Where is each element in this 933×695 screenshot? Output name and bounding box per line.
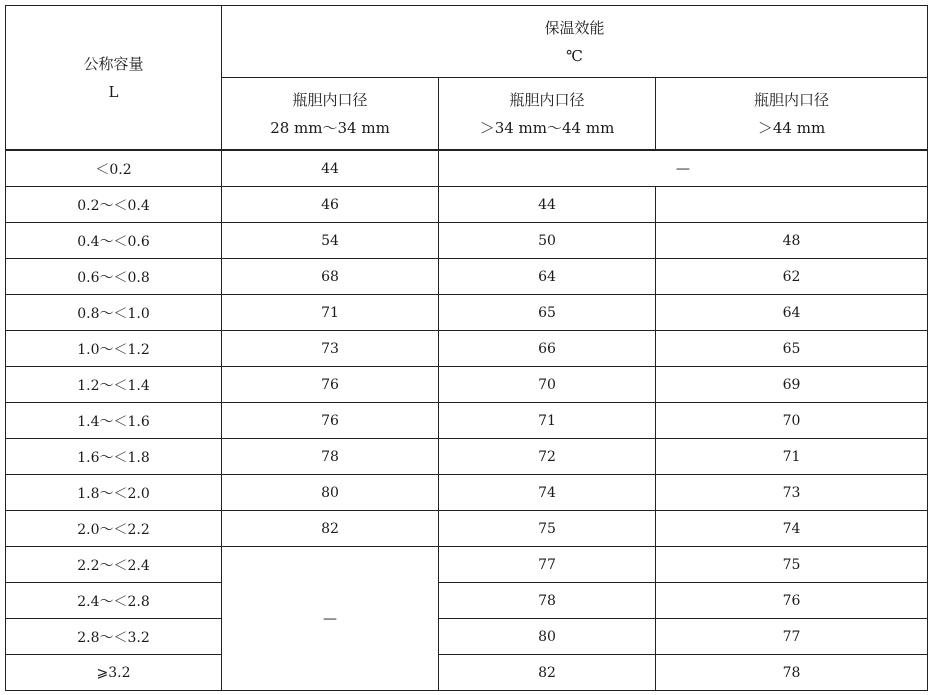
value-cell: 71 (656, 439, 928, 475)
value-cell: 72 (439, 439, 656, 475)
subheader-col-3: 瓶胆内口径 ＞44 mm (656, 78, 928, 151)
value-cell: 54 (222, 223, 439, 259)
capacity-cell: 1.2～＜1.4 (6, 367, 222, 403)
capacity-cell: 0.2～＜0.4 (6, 187, 222, 223)
merged-dash-cell: — (439, 150, 928, 187)
table-row (6, 583, 928, 619)
table-row (6, 150, 928, 187)
table-row (6, 511, 928, 547)
table-row (6, 655, 928, 691)
value-cell: 74 (439, 475, 656, 511)
value-cell: 71 (439, 403, 656, 439)
capacity-cell: 0.4～＜0.6 (6, 223, 222, 259)
table-row (6, 295, 928, 331)
value-cell: 76 (222, 367, 439, 403)
capacity-cell: ⩾3.2 (6, 655, 222, 691)
table-row (6, 187, 928, 223)
capacity-cell: 2.8～＜3.2 (6, 619, 222, 655)
value-cell: 46 (222, 187, 439, 223)
table-row (6, 475, 928, 511)
table-row (6, 259, 928, 295)
value-cell: 64 (656, 295, 928, 331)
capacity-cell: 1.0～＜1.2 (6, 331, 222, 367)
value-cell: 65 (439, 295, 656, 331)
value-cell: 78 (656, 655, 928, 691)
performance-unit: ℃ (566, 46, 583, 65)
value-cell: 76 (222, 403, 439, 439)
table-row (6, 547, 928, 583)
value-cell: 78 (222, 439, 439, 475)
value-cell: 62 (656, 259, 928, 295)
capacity-label: 公称容量 (83, 54, 144, 73)
value-cell: 71 (222, 295, 439, 331)
value-cell: 74 (656, 511, 928, 547)
capacity-unit: L (108, 82, 119, 101)
capacity-cell: ＜0.2 (6, 150, 222, 187)
performance-label: 保温效能 (544, 18, 605, 37)
value-cell: 65 (656, 331, 928, 367)
value-cell: 73 (222, 331, 439, 367)
value-cell: 82 (222, 511, 439, 547)
value-cell: 73 (656, 475, 928, 511)
performance-header (222, 6, 928, 78)
value-cell: 68 (222, 259, 439, 295)
value-cell: 50 (439, 223, 656, 259)
capacity-cell: 0.6～＜0.8 (6, 259, 222, 295)
value-cell: 70 (439, 367, 656, 403)
table-row (6, 367, 928, 403)
value-cell: 77 (656, 619, 928, 655)
value-cell: 76 (656, 583, 928, 619)
value-cell: 44 (222, 150, 439, 187)
insulation-performance-table (5, 5, 928, 691)
table-row (6, 223, 928, 259)
capacity-cell: 1.8～＜2.0 (6, 475, 222, 511)
value-cell (656, 187, 928, 223)
subheader-col-1: 瓶胆内口径 28 mm～34 mm (222, 78, 439, 151)
value-cell: 80 (222, 475, 439, 511)
value-cell: 70 (656, 403, 928, 439)
value-cell: 77 (439, 547, 656, 583)
capacity-cell: 2.0～＜2.2 (6, 511, 222, 547)
capacity-cell: 2.4～＜2.8 (6, 583, 222, 619)
value-cell: 75 (439, 511, 656, 547)
value-cell: 78 (439, 583, 656, 619)
merged-dash-cell: — (222, 547, 439, 691)
table-row (6, 619, 928, 655)
capacity-cell: 0.8～＜1.0 (6, 295, 222, 331)
capacity-cell: 1.6～＜1.8 (6, 439, 222, 475)
value-cell: 66 (439, 331, 656, 367)
capacity-header (6, 6, 222, 151)
value-cell: 44 (439, 187, 656, 223)
value-cell: 82 (439, 655, 656, 691)
value-cell: 80 (439, 619, 656, 655)
value-cell: 64 (439, 259, 656, 295)
table-row (6, 439, 928, 475)
value-cell: 75 (656, 547, 928, 583)
value-cell: 48 (656, 223, 928, 259)
capacity-cell: 2.2～＜2.4 (6, 547, 222, 583)
value-cell: 69 (656, 367, 928, 403)
subheader-col-2: 瓶胆内口径 ＞34 mm～44 mm (439, 78, 656, 151)
table-row (6, 331, 928, 367)
table-row (6, 403, 928, 439)
capacity-cell: 1.4～＜1.6 (6, 403, 222, 439)
